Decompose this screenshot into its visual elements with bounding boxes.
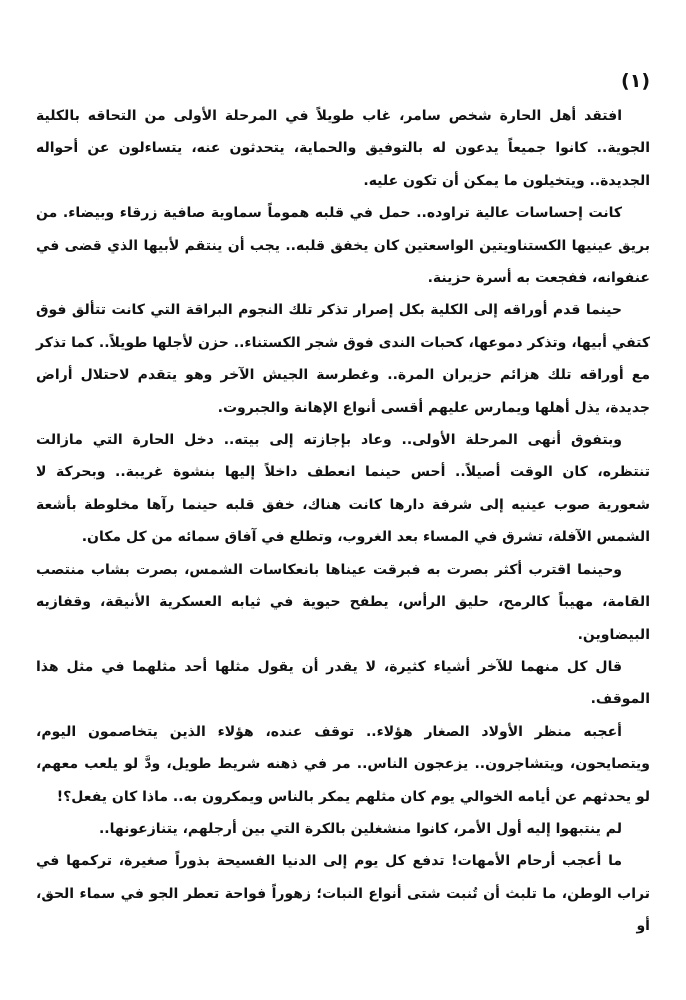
paragraph: وحينما اقترب أكثر بصرت به فبرقت عيناها بانعكاسات الشمس، بصرت بشاب منتصب القامة، مهيباً كالرمح، حليق الرأس، يطفح حيوية في ثيابه العسكرية الأنيقة، وقفازيه البيضاوين. <box>36 561 650 643</box>
paragraph: ما أعجب أرحام الأمهات! تدفع كل يوم إلى الدنيا الفسيحة بذوراً صغيرة، تركمها في تراب الوطن، ما تلبث أن تُنبت شتى أنواع النبات؛ زهوراً فواحة تعطر الجو في سماء الحق، أو <box>36 853 650 935</box>
chapter-number: (١) <box>621 70 650 92</box>
body-text <box>36 100 650 943</box>
paragraph: كانت إحساسات عالية تراوده.. حمل في قلبه هموماً سماوية صافية زرقاء وبيضاء. من بريق عينيها الكستناويتين الواسعتين كان يخفق قلبه.. يجب أن ينتقم لأبيها الذي قضى في عنفوانه، ففجعت به أسرة حزينة. <box>36 205 650 287</box>
paragraph: وبتفوق أنهى المرحلة الأولى.. وعاد بإجازته إلى بيته.. دخل الحارة التي مازالت تنتظره، كان الوقت أصيلاً.. أحس حينما انعطف داخلاً إليها بنشوة غريبة.. وبحركة لا شعورية صوب عينيه إلى شرفة دارها كانت هناك، خفق قلبه حينما رآها مخلوطة بأشعة الشمس الآفلة، تشرق في المساء بعد الغروب، وتطلع في آفاق سمائه من كل مكان. <box>36 432 650 546</box>
paragraph: افتقد أهل الحارة شخص سامر، غاب طويلاً في المرحلة الأولى من التحاقه بالكلية الجوية.. كانوا جميعاً يدعون له بالتوفيق والحماية، يتحدثون عنه، يتساءلون عن أحواله الجديدة.. ويتخيلون ما يمكن أن تكون عليه. <box>36 108 650 189</box>
paragraph: حينما قدم أوراقه إلى الكلية بكل إصرار تذكر تلك النجوم البراقة التي كانت تتألق فوق كتفي أبيها، وتذكر دموعها، كحبات الندى فوق شجر الكستناء.. حزن لأجلها طويلاً.. كما تذكر مع أوراقه تلك هزائم حزيران المرة.. وغطرسة الجيش الآخر وهو يتقدم لاحتلال أراض جديدة، يذل أهلها ويمارس عليهم أقسى أنواع الإهانة والجبروت. <box>36 302 650 416</box>
paragraph: لم ينتبهوا إليه أول الأمر، كانوا منشغلين بالكرة التي بين أرجلهم، يتنازعونها.. <box>98 820 622 837</box>
paragraph: قال كل منهما للآخر أشياء كثيرة، لا يقدر أن يقول مثلها أحد مثلهما في مثل هذا الموقف. <box>36 658 650 708</box>
paragraph: أعجبه منظر الأولاد الصغار هؤلاء.. توقف عنده، هؤلاء الذين يتخاصمون اليوم، ويتصايحون، ويتشاجرون.. يزعجون الناس.. مر في ذهنه شريط طويل، ودَّ لو يلعب معهم، لو يحدثهم عن أيامه الخوالي يوم كان مثلهم يمكر بالناس ويمكرون به.. ماذا كان يفعل؟! <box>36 723 650 805</box>
